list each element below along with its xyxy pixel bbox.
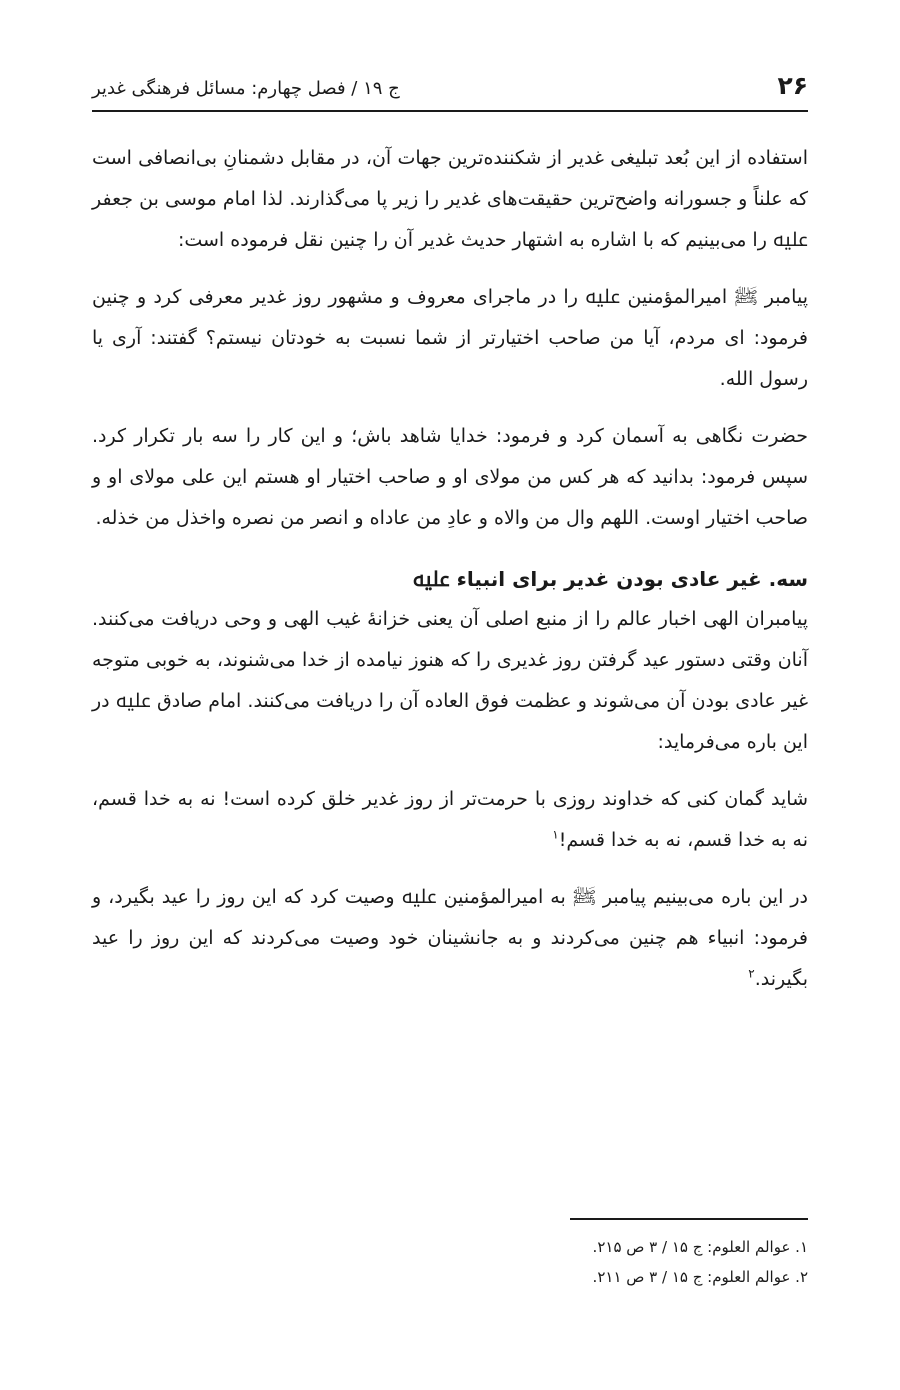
page-number: ۲۶ bbox=[777, 71, 808, 100]
footnote-divider bbox=[570, 1218, 808, 1220]
paragraph-quote-ghadir: پیامبر ﷺ امیرالمؤمنین ﷷ را در ماجرای معروف و مشهور روز غدیر معرفی کرد و چنین فرمود: ای مردم، آیا من صاحب اختیارتر از شما نسبت به خودتان نیستم؟ گفتند: آری یا رسول الله. bbox=[92, 286, 808, 390]
body-text bbox=[92, 138, 808, 1000]
book-page bbox=[92, 0, 808, 1390]
footnote-item: ۲. عوالم العلوم: ج ۱۵ / ۳ ص ۲۱۱. bbox=[592, 1268, 808, 1286]
running-title: ج ۱۹ / فصل چهارم: مسائل فرهنگی غدیر bbox=[92, 78, 400, 99]
paragraph-quote-continued: حضرت نگاهی به آسمان کرد و فرمود: خدایا شاهد باش؛ و این کار را سه بار تکرار کرد. سپس فرمود: بدانید که هر کس من مولای او و صاحب اختیار او هستم این علی مولای او و صاحب اختیار اوست. اللهم وال من والاه و عادِ من عاداه و انصر من نصره واخذل من خذله. bbox=[92, 425, 808, 529]
paragraph-imam-sadiq-quote bbox=[92, 779, 808, 861]
paragraph-intro: استفاده از این بُعد تبلیغی غدیر از شکننده‌ترین جهات آن، در مقابل دشمنانِ بی‌انصافی است که علناً و جسورانه واضح‌ترین حقیقت‌های غدیر را زیر پا می‌گذارند. لذا امام موسی بن جعفر ﷷ را می‌بینیم که با اشاره به اشتهار حدیث غدیر آن را چنین نقل فرموده است: bbox=[92, 147, 808, 251]
will-text: در این باره می‌بینیم پیامبر ﷺ به امیرالمؤمنین ﷷ وصیت کرد که این روز را عید بگیرد، و فرمود: انبیاء هم چنین می‌کردند و به جانشینان خود وصیت می‌کردند که این روز را عید بگیرند. bbox=[92, 886, 808, 990]
footnotes bbox=[92, 1232, 808, 1292]
footnote-marker: ۲ bbox=[748, 966, 755, 981]
paragraph-prophet-will bbox=[92, 877, 808, 1000]
footnote-marker: ۱ bbox=[552, 827, 559, 842]
quote-text: شاید گمان کنی که خداوند روزی با حرمت‌تر از روز غدیر خلق کرده است! نه به خدا قسم، نه به خدا قسم، نه به خدا قسم! bbox=[92, 788, 808, 851]
section-heading: سه. غیر عادی بودن غدیر برای انبیاء ﷷ bbox=[412, 567, 808, 591]
paragraph-prophets: پیامبران الهی اخبار عالم را از منبع اصلی آن یعنی خزانۀ غیب الهی و وحی دریافت می‌کنند. آنان وقتی دستور عید گرفتن روز غدیری را که هنوز نیامده از خدا می‌شنوند، به خوبی متوجه غیر عادی بودن آن می‌شوند و عظمت فوق العاده آن را دریافت می‌کنند. امام صادق ﷷ در این باره می‌فرماید: bbox=[92, 608, 808, 753]
footnote-item: ۱. عوالم العلوم: ج ۱۵ / ۳ ص ۲۱۵. bbox=[592, 1238, 808, 1256]
page-header bbox=[92, 66, 808, 112]
